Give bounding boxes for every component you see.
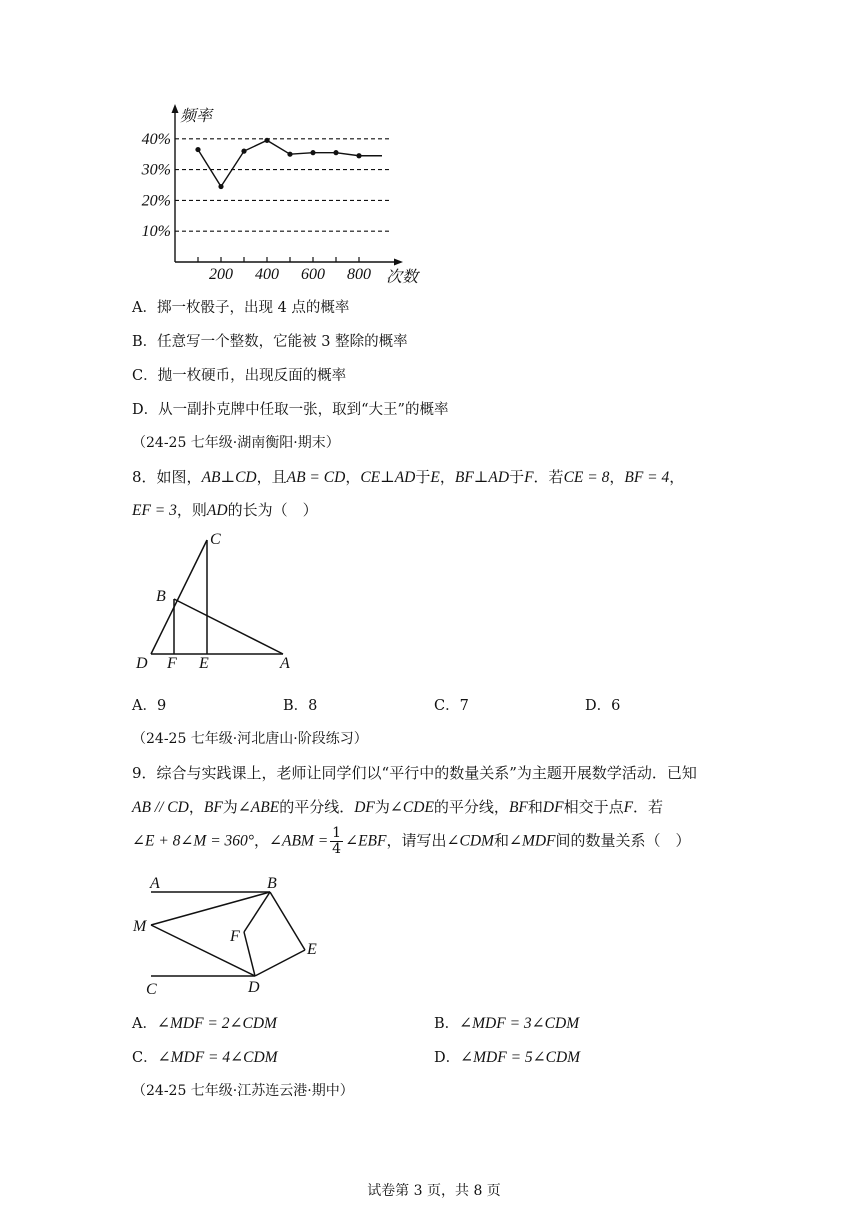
- segment-fd: [244, 932, 255, 976]
- data-point: [218, 184, 223, 189]
- segment-ed: [255, 950, 305, 976]
- data-point: [264, 138, 269, 143]
- data-point: [287, 152, 292, 157]
- q8-option-d[interactable]: D．6: [585, 698, 621, 714]
- x-axis-arrow: [394, 259, 403, 266]
- x-tick-label: 800: [347, 266, 371, 283]
- y-tick-label: 10%: [141, 223, 171, 241]
- x-axis-label: 次数: [386, 269, 419, 286]
- y-tick-label: 30%: [141, 161, 171, 179]
- label-b: B: [267, 875, 277, 892]
- fraction-one-quarter: $\frac{1}{4}$: [332, 825, 342, 857]
- label-e: E: [307, 941, 317, 958]
- q7-option-c[interactable]: C．抛一枚硬币，出现反面的概率: [132, 368, 347, 384]
- q9-source: （24-25 七年级·河北唐山·阶段练习）: [132, 731, 368, 747]
- label-d: D: [136, 655, 148, 672]
- page-footer: 试卷第 3 页，共 8 页: [367, 1183, 501, 1199]
- q9-option-d[interactable]: D．∠MDF = 5∠CDM: [434, 1049, 581, 1066]
- q7-option-d[interactable]: D．从一副扑克牌中任取一张，取到“大王”的概率: [132, 402, 449, 418]
- y-axis-label: 频率: [180, 108, 213, 125]
- segment-be: [270, 892, 305, 950]
- q8-option-a[interactable]: A．9: [132, 698, 167, 714]
- q8-stem-line2: EF = 3，则AD的长为（ ）: [132, 501, 318, 519]
- y-axis-arrow: [172, 104, 179, 113]
- frequency-series-line: [198, 140, 382, 186]
- q8-figure: [130, 530, 300, 675]
- x-tick-label: 200: [209, 266, 233, 283]
- label-a: A: [280, 655, 290, 672]
- q9-option-c[interactable]: C．∠MDF = 4∠CDM: [132, 1049, 278, 1066]
- q9-stem-line2: AB // CD，BF为∠ABE的平分线．DF为∠CDE的平分线，BF和DF相交于点F．若: [132, 798, 664, 816]
- x-tick-label: 600: [301, 266, 325, 283]
- label-b: B: [156, 588, 166, 605]
- x-tick-label: 400: [255, 266, 279, 283]
- label-m: M: [133, 918, 147, 935]
- q8-option-c[interactable]: C．7: [434, 698, 469, 714]
- frequency-line-chart: [120, 100, 440, 290]
- data-point: [195, 147, 200, 152]
- label-e: E: [199, 655, 209, 672]
- q8-source: （24-25 七年级·湖南衡阳·期末）: [132, 435, 340, 451]
- label-f: F: [230, 928, 240, 945]
- q9-stem-line1: 9．综合与实践课上，老师让同学们以“平行中的数量关系”为主题开展数学活动．已知: [132, 764, 697, 782]
- label-c: C: [210, 531, 221, 548]
- q9-option-a[interactable]: A．∠MDF = 2∠CDM: [132, 1015, 277, 1032]
- y-tick-label: 20%: [141, 192, 171, 210]
- data-point: [241, 149, 246, 154]
- q9-figure: [130, 870, 330, 1000]
- label-d: D: [248, 979, 260, 996]
- q10-source: （24-25 七年级·江苏连云港·期中）: [132, 1083, 354, 1099]
- q9-stem-line3: ∠E + 8∠M = 360°，∠ABM = $\frac{1}{4}$ ∠EBF，请写出∠CDM和∠MDF间的数量关系（ ）: [132, 825, 691, 857]
- data-point: [333, 150, 338, 155]
- y-tick-label: 40%: [141, 130, 171, 148]
- q8-option-b[interactable]: B．8: [283, 698, 318, 714]
- data-point: [310, 150, 315, 155]
- label-a: A: [150, 875, 160, 892]
- q7-option-a[interactable]: A．掷一枚骰子，出现 4 点的概率: [132, 300, 350, 316]
- q9-option-b[interactable]: B．∠MDF = 3∠CDM: [434, 1015, 580, 1032]
- segment-ba: [174, 599, 283, 654]
- q7-option-b[interactable]: B．任意写一个整数，它能被 3 整除的概率: [132, 334, 408, 350]
- label-c: C: [146, 981, 157, 998]
- label-f: F: [167, 655, 177, 672]
- data-point: [356, 153, 361, 158]
- q8-stem-line1: 8．如图，AB⊥CD，且AB = CD，CE⊥AD于E，BF⊥AD于F．若CE = 8，BF = 4，: [132, 468, 685, 486]
